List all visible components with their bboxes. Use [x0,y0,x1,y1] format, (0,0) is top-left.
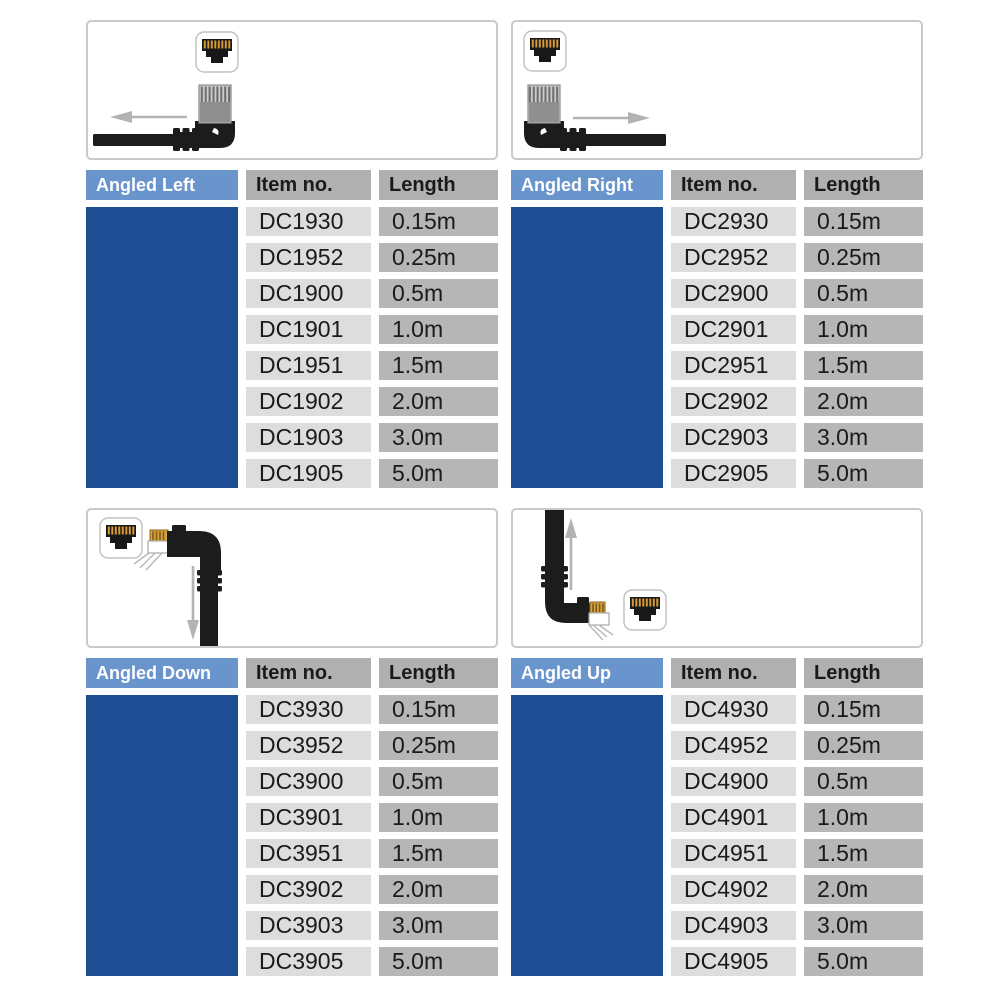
angled-plug-graphic [541,510,613,640]
item-no: DC4902 [671,875,796,904]
item-no: DC4905 [671,947,796,976]
rj45-jack-icon [624,590,666,630]
arrow-left-icon [110,111,187,123]
item-no: DC1952 [246,243,371,272]
item-no: DC2903 [671,423,796,452]
item-no: DC2905 [671,459,796,488]
column-header-item: Item no. [671,170,796,200]
column-header-item: Item no. [671,658,796,688]
arrow-right-icon [573,112,650,124]
blue-block [511,695,663,976]
length-value: 0.15m [379,207,498,236]
item-no: DC4903 [671,911,796,940]
length-value: 3.0m [804,423,923,452]
item-no: DC1930 [246,207,371,236]
item-no: DC3905 [246,947,371,976]
column-header-item: Item no. [246,170,371,200]
product-table-angled-up [511,658,923,976]
blue-block [86,207,238,488]
item-no: DC4900 [671,767,796,796]
length-value: 3.0m [804,911,923,940]
item-no: DC3952 [246,731,371,760]
item-no: DC1900 [246,279,371,308]
length-value: 5.0m [804,459,923,488]
rj45-jack-icon [100,518,142,558]
length-value: 0.25m [379,243,498,272]
length-value: 0.25m [804,731,923,760]
length-value: 0.15m [379,695,498,724]
product-table-angled-down [86,658,498,976]
cable-illustration-angled-down [86,508,498,648]
length-value: 5.0m [379,459,498,488]
item-no: DC3951 [246,839,371,868]
item-no: DC1902 [246,387,371,416]
item-no: DC1951 [246,351,371,380]
section-angled-right [511,20,923,488]
length-value: 2.0m [804,875,923,904]
rj45-jack-icon [196,32,238,72]
product-table-angled-left [86,170,498,488]
cable-illustration-angled-up [511,508,923,648]
length-value: 0.5m [804,279,923,308]
length-value: 0.25m [379,731,498,760]
column-header-length: Length [379,170,498,200]
length-value: 0.15m [804,207,923,236]
item-no: DC2952 [671,243,796,272]
item-no: DC3902 [246,875,371,904]
item-no: DC3903 [246,911,371,940]
length-value: 3.0m [379,911,498,940]
length-value: 5.0m [804,947,923,976]
cable-illustration-angled-right [511,20,923,160]
column-header-length: Length [804,658,923,688]
cable-illustration-angled-left [86,20,498,160]
length-value: 0.15m [804,695,923,724]
item-no: DC1905 [246,459,371,488]
length-value: 1.5m [379,351,498,380]
item-no: DC1903 [246,423,371,452]
table-title: Angled Right [511,170,663,200]
item-no: DC4951 [671,839,796,868]
length-value: 1.0m [379,803,498,832]
item-no: DC2900 [671,279,796,308]
item-no: DC2902 [671,387,796,416]
blue-block [86,695,238,976]
item-no: DC2930 [671,207,796,236]
angled-up-graphic [513,510,921,646]
section-angled-up [511,508,923,976]
item-no: DC4952 [671,731,796,760]
length-value: 1.5m [804,351,923,380]
angled-plug-graphic [134,525,222,646]
length-value: 2.0m [379,875,498,904]
blue-block [511,207,663,488]
length-value: 0.5m [379,279,498,308]
length-value: 1.0m [804,315,923,344]
item-no: DC2951 [671,351,796,380]
length-value: 1.0m [804,803,923,832]
item-no: DC3900 [246,767,371,796]
column-header-length: Length [804,170,923,200]
length-value: 5.0m [379,947,498,976]
section-angled-left [86,20,498,488]
item-no: DC1901 [246,315,371,344]
angled-left-graphic [88,22,496,158]
table-title: Angled Down [86,658,238,688]
item-no: DC2901 [671,315,796,344]
length-value: 3.0m [379,423,498,452]
length-value: 2.0m [379,387,498,416]
rj45-jack-icon [524,31,566,71]
length-value: 0.5m [804,767,923,796]
length-value: 1.5m [379,839,498,868]
length-value: 1.5m [804,839,923,868]
table-title: Angled Left [86,170,238,200]
length-value: 0.5m [379,767,498,796]
item-no: DC3901 [246,803,371,832]
length-value: 1.0m [379,315,498,344]
item-no: DC3930 [246,695,371,724]
item-no: DC4901 [671,803,796,832]
item-no: DC4930 [671,695,796,724]
arrow-down-icon [187,566,199,640]
angled-down-graphic [88,510,496,646]
length-value: 0.25m [804,243,923,272]
product-table-angled-right [511,170,923,488]
section-angled-down [86,508,498,976]
table-title: Angled Up [511,658,663,688]
column-header-length: Length [379,658,498,688]
column-header-item: Item no. [246,658,371,688]
length-value: 2.0m [804,387,923,416]
angled-right-graphic [513,22,921,158]
